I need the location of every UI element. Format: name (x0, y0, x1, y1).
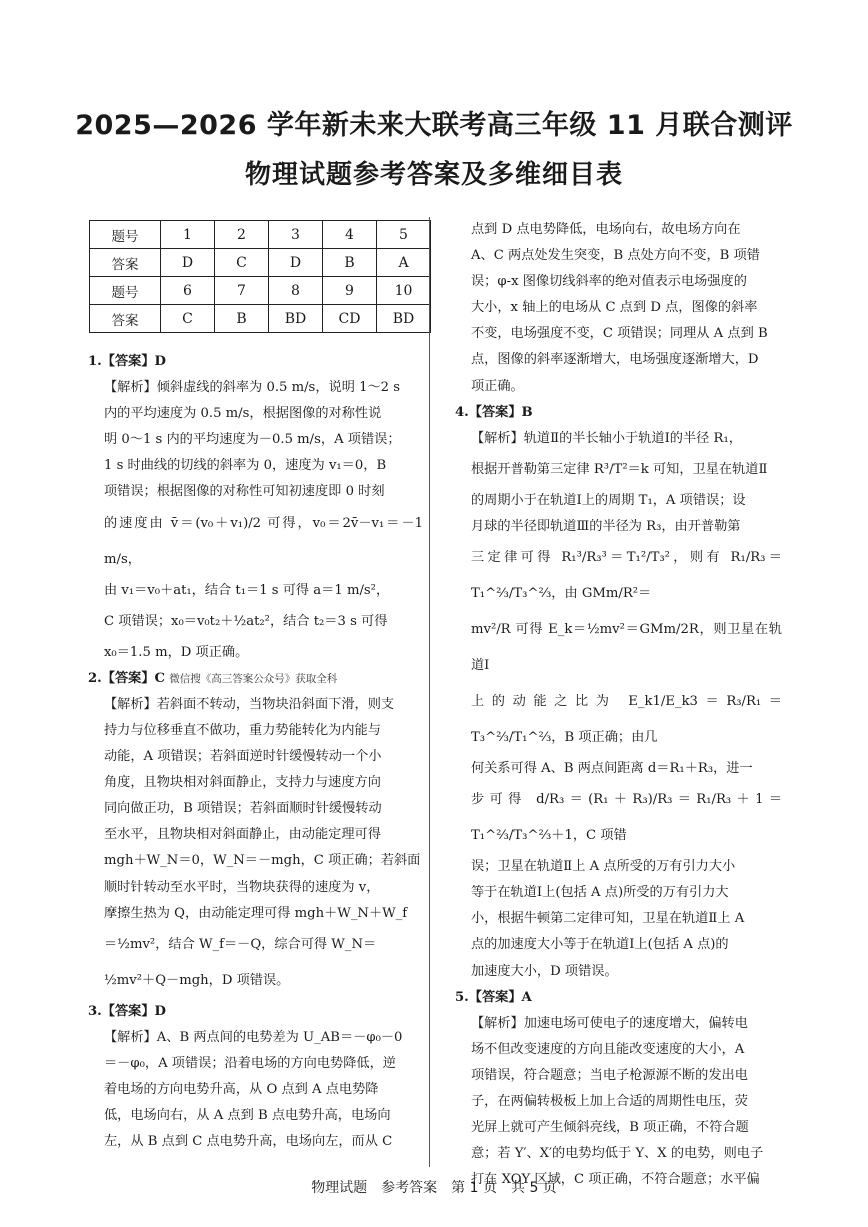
table-cell: D (161, 249, 215, 277)
q2-line: 【解析】若斜面不转动，当物块沿斜面下滑，则支 (104, 696, 395, 712)
q4-line: 等于在轨道Ⅰ上(包括 A 点)所受的万有引力大 (471, 885, 729, 901)
table-row (90, 277, 431, 305)
left-column (88, 349, 423, 1155)
q2-line: 顺时针转动至水平时，当物块获得的速度为 v， (104, 879, 380, 895)
right-column (455, 217, 782, 1193)
q4-answer: 4.【答案】B (455, 404, 533, 420)
q1-line: 【解析】倾斜虚线的斜率为 0.5 m/s，说明 1～2 s (104, 380, 401, 396)
q1-line: C 项错误；x₀＝v₀t₂＋½at₂²，结合 t₂＝3 s 可得 (104, 613, 388, 629)
table-cell: BD (377, 305, 431, 333)
q3-line: 误；φ-x 图像切线斜率的绝对值表示电场强度的 (471, 274, 747, 290)
table-cell: 5 (377, 221, 431, 249)
column-divider (429, 217, 430, 1167)
q1-line: 项错误；根据图像的对称性可知初速度即 0 时刻 (104, 484, 385, 500)
q2-line: 摩擦生热为 Q，由动能定理可得 mgh＋W_N＋W_f (104, 905, 408, 921)
table-cell: CD (323, 305, 377, 333)
q2-answer-label: 2.【答案】C (88, 670, 166, 686)
table-row (90, 305, 431, 333)
q5-line: 意；若 Y′、X′的电势均低于 Y、X 的电势，则电子 (471, 1146, 764, 1162)
table-cell: D (269, 249, 323, 277)
table-header-cell: 题号 (90, 221, 161, 249)
table-cell: C (161, 305, 215, 333)
table-cell: 2 (215, 221, 269, 249)
q1-line: 1 s 时曲线的切线的斜率为 0，速度为 v₁＝0，B (104, 458, 387, 474)
q3-line: 【解析】A、B 两点间的电势差为 U_AB＝－φ₀－0 (104, 1029, 403, 1045)
table-cell: C (215, 249, 269, 277)
q4-line: 步可得 d/R₃＝(R₁＋R₃)/R₃＝R₁/R₃＋1＝T₁^⅔/T₃^⅔＋1，C 项错 (471, 792, 782, 844)
q3-line: 着电场的方向电势升高，从 O 点到 A 点电势降 (104, 1081, 379, 1097)
table-cell: 8 (269, 277, 323, 305)
q4-line: 根据开普勒第三定律 R³/T²＝k 可知，卫星在轨道Ⅱ (471, 461, 768, 477)
q1-answer: 1.【答案】D (88, 354, 166, 369)
table-header-cell: 题号 (90, 277, 161, 305)
q3-line: 项正确。 (471, 378, 524, 394)
table-cell: 3 (269, 221, 323, 249)
q5-line: 光屏上就可产生倾斜亮线，B 项正确，不符合题 (471, 1120, 749, 1136)
q2-line: mgh＋W_N＝0，W_N＝－mgh，C 项正确；若斜面 (104, 853, 421, 869)
q5-line: 场不但改变速度的方向且能改变速度的大小，A (471, 1041, 745, 1057)
q3-line: 左，从 B 点到 C 点电势升高，电场向左，而从 C (104, 1134, 393, 1150)
answer-table (89, 220, 431, 333)
table-cell: B (215, 305, 269, 333)
table-cell: 6 (161, 277, 215, 305)
q4-line: mv²/R 可得 E_k＝½mv²＝GMm/2R，则卫星在轨道Ⅰ (471, 622, 782, 674)
q5-line: 项错误，符合题意；当电子枪源源不断的发出电 (471, 1067, 748, 1083)
q1-line: 内的平均速度为 0.5 m/s，根据图像的对称性说 (104, 406, 382, 422)
table-header-cell: 答案 (90, 249, 161, 277)
table-cell: 7 (215, 277, 269, 305)
q3-line: A、C 两点处发生突变，B 点处方向不变，B 项错 (471, 248, 760, 264)
q2-line: 持力与位移垂直不做功，重力势能转化为内能与 (104, 722, 381, 738)
q2-answer (88, 666, 423, 692)
q2-line: ½mv²＋Q－mgh，D 项错误。 (104, 972, 290, 988)
page-title: 2025—2026 学年新未来大联考高三年级 11 月联合测评 (75, 110, 793, 141)
q4-line: 【解析】轨道Ⅱ的半长轴小于轨道Ⅰ的半径 R₁， (471, 430, 742, 446)
q2-line: 至水平，且物块相对斜面静止，由动能定理可得 (104, 827, 381, 843)
table-cell: 9 (323, 277, 377, 305)
q2-line: 动能，A 项错误；若斜面逆时针缓慢转动一个小 (104, 749, 382, 765)
q3-line: 大小，x 轴上的电场从 C 点到 D 点，图像的斜率 (471, 300, 758, 316)
q5-answer: 5.【答案】A (455, 989, 532, 1005)
q3-line: 低，电场向右，从 A 点到 B 点电势升高，电场向 (104, 1108, 391, 1124)
page-subtitle: 物理试题参考答案及多维细目表 (244, 160, 623, 190)
q4-line: 误；卫星在轨道Ⅱ上 A 点所受的万有引力大小 (471, 859, 736, 875)
watermark-text: 微信搜《高三答案公众号》获取全科 (169, 672, 338, 685)
q1-line: 明 0～1 s 内的平均速度为－0.5 m/s，A 项错误； (104, 432, 401, 448)
q4-line: 的周期小于在轨道Ⅰ上的周期 T₁，A 项错误；设 (471, 492, 746, 508)
q3-answer: 3.【答案】D (88, 1003, 166, 1019)
table-header-cell: 答案 (90, 305, 161, 333)
table-cell: BD (269, 305, 323, 333)
table-cell: B (323, 249, 377, 277)
q3-line: ＝－φ₀，A 项错误；沿着电场的方向电势降低，逆 (104, 1055, 396, 1071)
q3-line: 点，图像的斜率逐渐增大，电场强度逐渐增大，D (471, 352, 759, 368)
table-cell: 4 (323, 221, 377, 249)
q4-line: 点的加速度大小等于在轨道Ⅰ上(包括 A 点)的 (471, 937, 729, 953)
q1-line: 由 v₁＝v₀＋at₁，结合 t₁＝1 s 可得 a＝1 m/s²， (104, 582, 390, 598)
q2-line: 同向做正功，B 项错误；若斜面顺时针缓慢转动 (104, 801, 382, 817)
table-cell: 1 (161, 221, 215, 249)
q5-line: 打在 XOY 区域，C 项正确，不符合题意；水平偏 (471, 1172, 760, 1188)
q4-line: 加速度大小，D 项错误。 (471, 963, 618, 979)
q3-line: 点到 D 点电势降低，电场向右，故电场方向在 (471, 222, 741, 237)
table-cell: 10 (377, 277, 431, 305)
q4-line: 上的动能之比为 E_k1/E_k3＝R₃/R₁＝T₃^⅔/T₁^⅔，B 项正确；由几 (471, 694, 782, 746)
q4-line: 三定律可得 R₁³/R₃³＝T₁²/T₃²，则有 R₁/R₃＝T₁^⅔/T₃^⅔，由 GMm/R²＝ (471, 550, 782, 602)
q5-line: 【解析】加速电场可使电子的速度增大，偏转电 (471, 1015, 748, 1031)
q2-line: ＝½mv²，结合 W_f＝－Q，综合可得 W_N＝ (104, 936, 377, 952)
page-footer: 物理试题 参考答案 第 1 页 共 5 页 (311, 1180, 557, 1196)
table-row (90, 249, 431, 277)
q5-line: 子，在两偏转极板上加上合适的周期性电压，荧 (471, 1093, 748, 1109)
table-row (90, 221, 431, 249)
q4-line: 小，根据牛顿第二定律可知，卫星在轨道Ⅱ上 A (471, 911, 745, 927)
q3-line: 不变，电场强度不变，C 项错误；同理从 A 点到 B (471, 326, 768, 342)
q4-line: 月球的半径即轨道Ⅲ的半径为 R₃，由开普勒第 (471, 518, 741, 534)
q1-line: x₀＝1.5 m，D 项正确。 (104, 644, 249, 660)
q1-line: 的速度由 v̄＝(v₀＋v₁)/2 可得，v₀＝2v̄－v₁＝－1 m/s， (104, 515, 423, 567)
q4-line: 何关系可得 A、B 两点间距离 d＝R₁＋R₃，进一 (471, 761, 753, 777)
q2-line: 角度，且物块相对斜面静止，支持力与速度方向 (104, 775, 381, 791)
table-cell: A (377, 249, 431, 277)
